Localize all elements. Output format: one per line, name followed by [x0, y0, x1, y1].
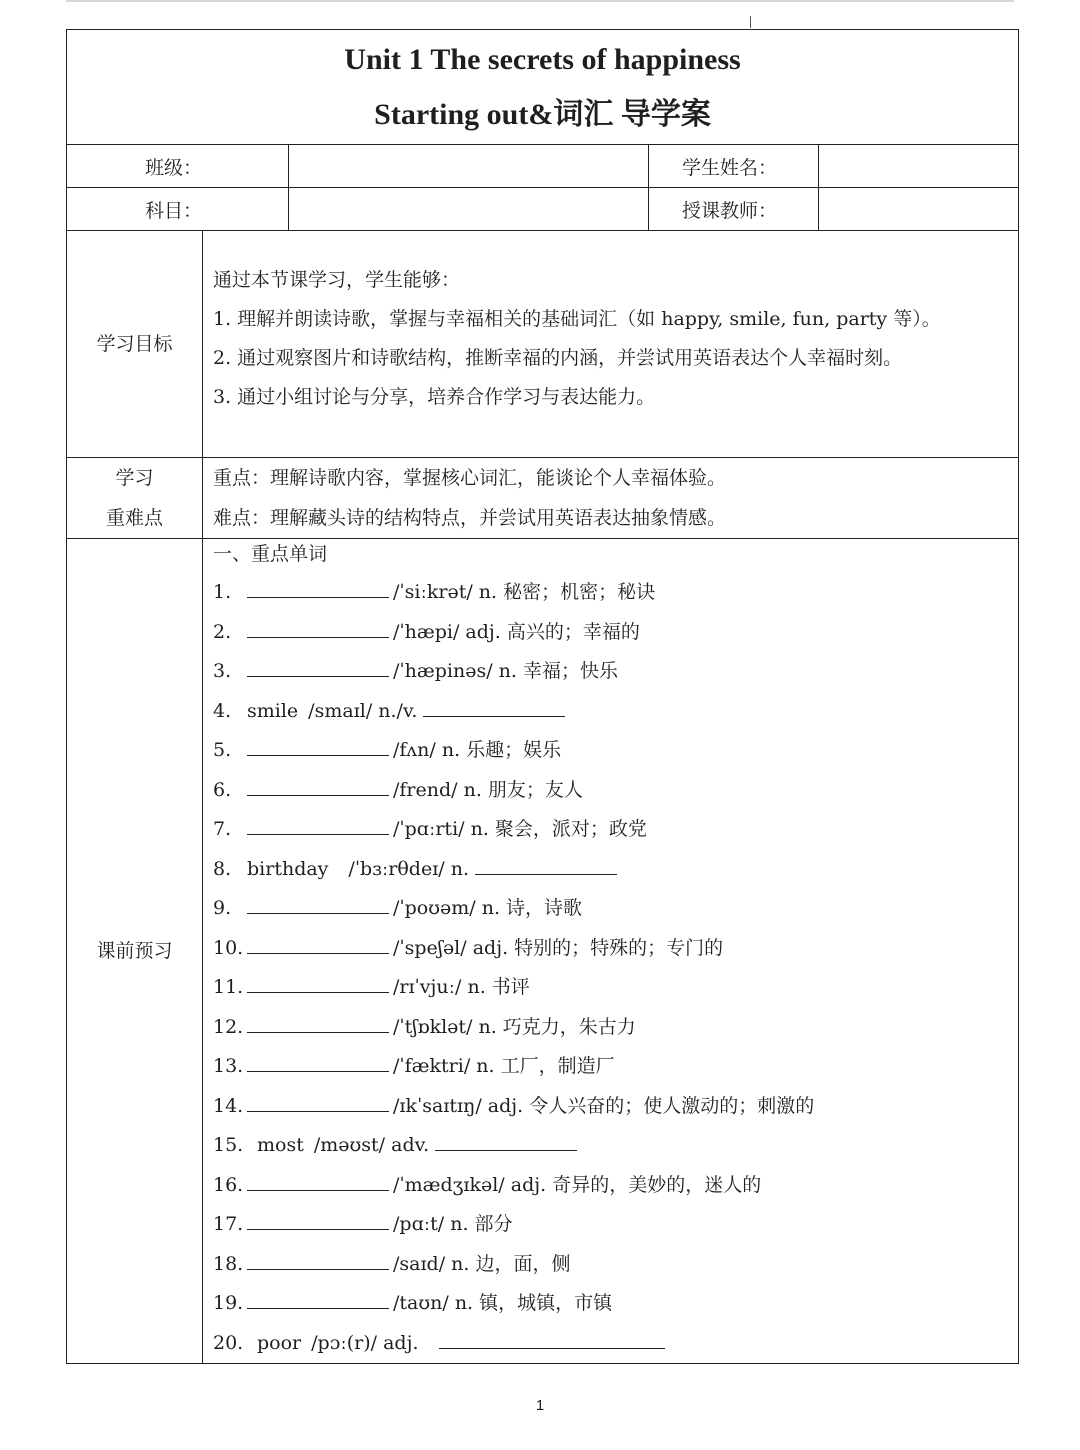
student-name-label: 学生姓名： [649, 145, 819, 188]
top-rule [66, 0, 1014, 2]
vocab-answer-blank[interactable] [423, 694, 565, 717]
class-field[interactable] [289, 145, 649, 188]
vocab-number: 18. [213, 1252, 244, 1275]
key-points-cell [203, 458, 1019, 539]
vocab-number: 13. [213, 1055, 244, 1077]
vocab-answer-blank[interactable] [247, 654, 389, 677]
objectives-intro: 通过本节课学习，学生能够： [213, 269, 461, 291]
vocab-definition: /frend/ n. 朋友；友人 [393, 778, 583, 801]
vocab-definition: /smaɪl/ n./v. [308, 699, 418, 722]
vocab-definition: /ɪkˈsaɪtɪŋ/ adj. 令人兴奋的；使人激动的；刺激的 [393, 1094, 815, 1117]
vocab-answer-blank[interactable] [247, 931, 389, 954]
objective-item: 2. 通过观察图片和诗歌结构，推断幸福的内涵，并尝试用英语表达个人幸福时刻。 [213, 347, 903, 369]
vocab-item [213, 1166, 1018, 1206]
vocab-definition: /ˈsiːkrət/ n. 秘密；机密；秘诀 [393, 581, 656, 603]
vocab-word: smile [247, 699, 299, 722]
vocab-item [213, 573, 1018, 613]
vocab-definition: /ˈspeʃəl/ adj. 特别的；特殊的；专门的 [393, 936, 724, 959]
vocab-answer-blank[interactable] [247, 1207, 389, 1230]
objectives-cell [203, 231, 1019, 458]
key-points-label-line2: 重难点 [105, 507, 163, 529]
vocab-number: 14. [213, 1094, 244, 1117]
key-points-label [67, 458, 203, 539]
vocab-item [213, 1205, 1018, 1245]
vocab-number: 16. [213, 1173, 244, 1196]
vocab-answer-blank[interactable] [247, 1049, 389, 1072]
vocab-item [213, 771, 1018, 811]
vocab-item [213, 810, 1018, 850]
vocab-item [213, 652, 1018, 692]
class-label: 班级： [67, 145, 289, 188]
vocab-definition: /fʌn/ n. 乐趣；娱乐 [393, 739, 562, 761]
vocab-definition: /pɑːt/ n. 部分 [393, 1213, 513, 1235]
vocab-definition: /ˈtʃɒklət/ n. 巧克力，朱古力 [393, 1015, 636, 1038]
vocab-item [213, 692, 1018, 732]
vocab-number: 3. [213, 660, 232, 682]
vocab-number: 19. [213, 1292, 244, 1314]
vocab-definition: /ˈmædʒɪkəl/ adj. 奇异的，美妙的，迷人的 [393, 1173, 762, 1196]
vocab-answer-blank[interactable] [247, 575, 389, 598]
vocab-item [213, 731, 1018, 771]
page-title: Unit 1 The secrets of happiness [344, 43, 741, 76]
objective-item: 3. 通过小组讨论与分享，培养合作学习与表达能力。 [213, 386, 656, 408]
vocab-answer-blank[interactable] [247, 891, 389, 914]
vocab-number: 7. [213, 818, 232, 840]
vocab-answer-blank[interactable] [247, 970, 389, 993]
vocab-definition: /ˈpoʊəm/ n. 诗，诗歌 [393, 897, 583, 919]
vocab-item [213, 1245, 1018, 1285]
objective-item: 1. 理解并朗读诗歌，掌握与幸福相关的基础词汇（如 happy, smile, fun, party 等）。 [213, 308, 941, 330]
vocab-number: 1. [213, 581, 232, 603]
page-subtitle: Starting out&词汇 导学案 [374, 98, 711, 131]
vocab-item [213, 1284, 1018, 1324]
page-number: 1 [535, 1397, 545, 1414]
vocab-number: 6. [213, 778, 232, 801]
vocab-definition: /saɪd/ n. 边，面，侧 [393, 1252, 571, 1275]
vocab-item [213, 1126, 1018, 1166]
vocab-word: poor [257, 1331, 302, 1354]
vocab-number: 12. [213, 1015, 244, 1038]
vocab-definition: /rɪˈvjuː/ n. 书评 [393, 976, 530, 998]
vocab-answer-blank[interactable] [247, 773, 389, 796]
vocab-definition: /pɔː(r)/ adj. [311, 1331, 419, 1354]
preview-label: 课前预习 [67, 539, 203, 1364]
vocab-number: 5. [213, 739, 232, 761]
vocab-answer-blank[interactable] [247, 1286, 389, 1309]
vocab-number: 17. [213, 1213, 244, 1235]
vocab-definition: /məʊst/ adv. [313, 1134, 430, 1156]
vocab-definition: /ˈhæpi/ adj. 高兴的；幸福的 [393, 620, 640, 643]
vocab-word: most [257, 1134, 304, 1156]
vocab-number: 15. [213, 1134, 244, 1156]
subject-field[interactable] [289, 188, 649, 231]
student-name-field[interactable] [819, 145, 1019, 188]
key-focus-text: 重点：理解诗歌内容，掌握核心词汇，能谈论个人幸福体验。 [213, 467, 727, 489]
text-cursor-mark [750, 16, 751, 28]
vocab-item [213, 613, 1018, 653]
vocab-answer-blank[interactable] [475, 852, 617, 875]
vocab-word: birthday [247, 857, 329, 880]
key-points-label-line1: 学习 [115, 467, 154, 489]
vocab-item [213, 1087, 1018, 1127]
vocab-item [213, 1008, 1018, 1048]
vocab-definition: /ˈfæktri/ n. 工厂，制造厂 [393, 1055, 615, 1077]
objectives-label: 学习目标 [67, 231, 203, 458]
vocab-number: 2. [213, 620, 232, 643]
vocab-number: 9. [213, 897, 232, 919]
vocab-item [213, 889, 1018, 929]
vocab-number: 4. [213, 699, 232, 722]
vocab-list [213, 573, 1018, 1363]
vocab-answer-blank[interactable] [439, 1326, 665, 1349]
vocab-item [213, 1047, 1018, 1087]
vocab-answer-blank[interactable] [435, 1128, 577, 1151]
vocab-item [213, 850, 1018, 890]
vocab-section-title: 一、重点单词 [213, 543, 328, 565]
vocab-definition: /ˈpɑːrti/ n. 聚会，派对；政党 [393, 818, 647, 840]
key-difficulty-text: 难点：理解藏头诗的结构特点，并尝试用英语表达抽象情感。 [213, 507, 727, 529]
vocab-number: 11. [213, 976, 244, 998]
vocab-definition: /ˈbɜːrθdeɪ/ n. [348, 857, 469, 880]
teacher-label: 授课教师： [649, 188, 819, 231]
vocab-answer-blank[interactable] [247, 812, 389, 835]
vocab-number: 20. [213, 1331, 244, 1354]
vocab-answer-blank[interactable] [247, 1168, 389, 1191]
preview-cell [203, 539, 1019, 1364]
vocab-answer-blank[interactable] [247, 733, 389, 756]
vocab-answer-blank[interactable] [247, 1010, 389, 1033]
vocab-answer-blank[interactable] [247, 615, 389, 638]
vocab-definition: /taʊn/ n. 镇，城镇，市镇 [393, 1292, 613, 1314]
vocab-answer-blank[interactable] [247, 1089, 389, 1112]
vocab-item [213, 968, 1018, 1008]
title-cell [67, 30, 1019, 145]
vocab-definition: /ˈhæpinəs/ n. 幸福；快乐 [393, 660, 618, 682]
vocab-item [213, 929, 1018, 969]
vocab-number: 10. [213, 936, 244, 959]
teacher-field[interactable] [819, 188, 1019, 231]
vocab-number: 8. [213, 857, 232, 880]
subject-label: 科目： [67, 188, 289, 231]
vocab-answer-blank[interactable] [247, 1247, 389, 1270]
study-guide-table [66, 29, 1019, 1364]
vocab-item [213, 1324, 1018, 1364]
